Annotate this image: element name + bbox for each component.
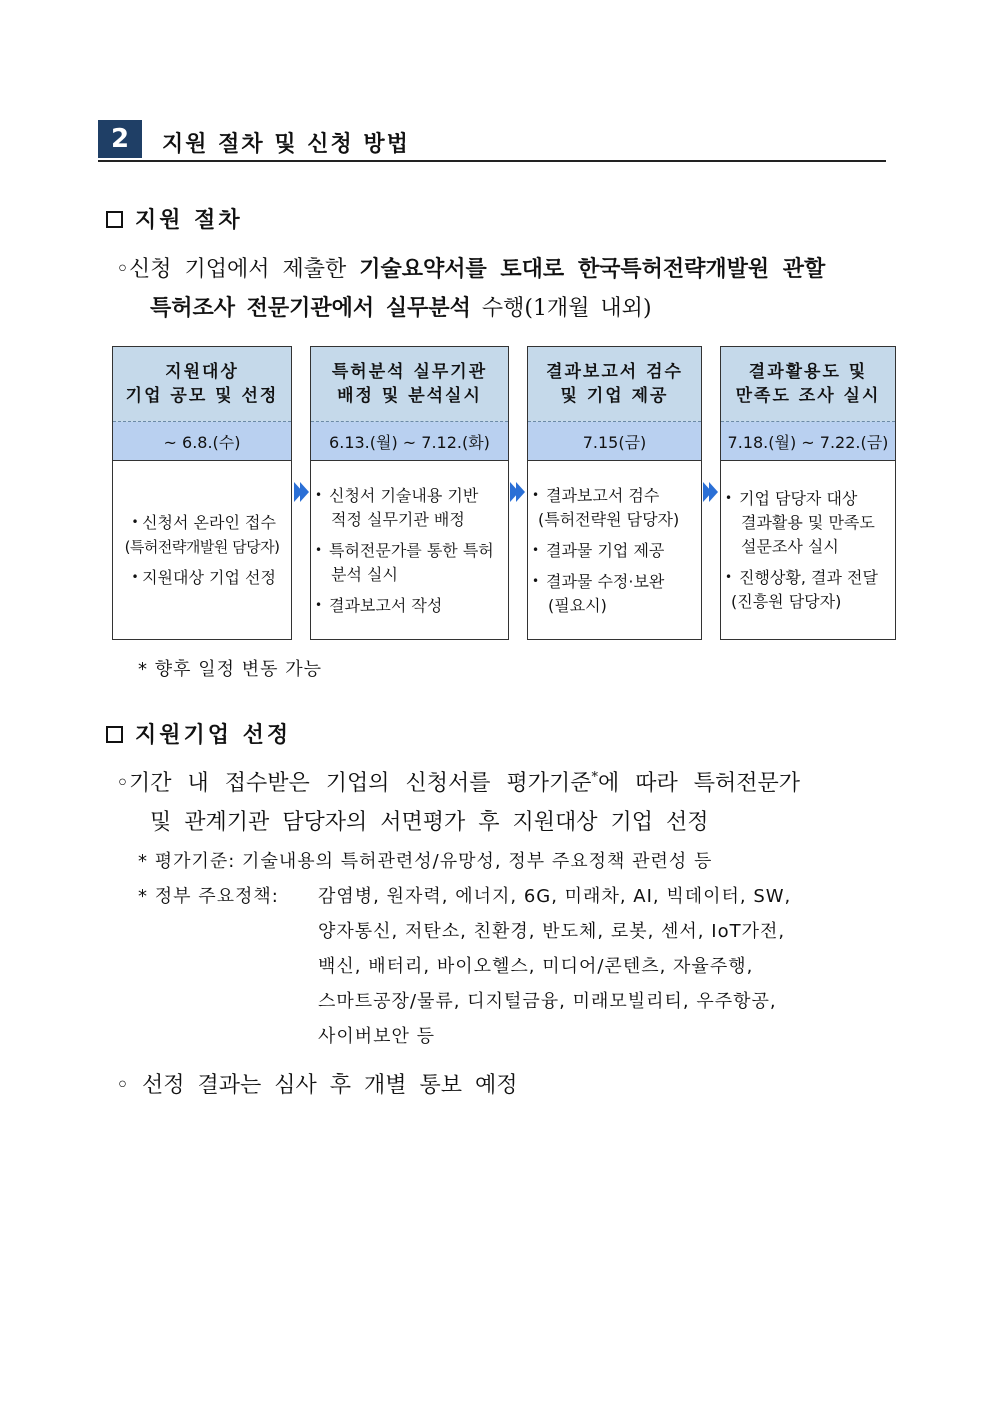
bullet-dot: • xyxy=(131,515,139,529)
evaluation-criteria-note: * 평가기준: 기술내용의 특허관련성/유망성, 정부 주요정책 관련성 등 xyxy=(138,851,713,872)
stage-4-item-1-l3: 설문조사 실시 xyxy=(741,537,839,556)
bullet-dot: • xyxy=(131,570,139,584)
selection-result: ◦ 선정 결과는 심사 후 개별 통보 예정 xyxy=(116,1073,518,1098)
desc-bold1: 기술요약서를 토대로 한국특허전략개발원 관할 xyxy=(359,257,826,282)
stage-1-body xyxy=(113,461,291,639)
checkbox-square-icon xyxy=(106,726,123,743)
stage-1-date: ~ 6.8.(수) xyxy=(113,422,291,461)
bullet-dot: • xyxy=(315,597,323,612)
stage-1 xyxy=(112,346,292,640)
selection-heading xyxy=(106,718,291,749)
checkbox-square-icon xyxy=(106,211,123,228)
stage-4-item-1 xyxy=(725,486,891,559)
stage-4-item-2 xyxy=(725,565,891,614)
stage-3-item-3-l2: (필요시) xyxy=(548,595,607,615)
stage-1-item-1 xyxy=(125,510,280,559)
stage-2-item-3 xyxy=(315,593,504,618)
stage-3-title xyxy=(528,347,701,422)
policy-note-label: * 정부 주요정책: xyxy=(138,886,279,907)
stage-1-title-line2: 기업 공모 및 선정 xyxy=(125,386,279,406)
stage-2-item-2-l1: 특허전문가를 통한 특허 xyxy=(329,540,494,560)
stage-2-item-1-l2: 적정 실무기관 배정 xyxy=(331,509,465,529)
stage-1-title-line1: 지원대상 xyxy=(165,362,239,382)
stage-4 xyxy=(720,346,896,640)
bullet-dot: • xyxy=(725,570,733,584)
desc-bold2: 특허조사 전문기관에서 실무분석 xyxy=(150,296,471,321)
stage-3-item-1 xyxy=(532,483,697,532)
selection-line1 xyxy=(116,766,800,797)
stage-3-item-1-l2: (특허전략원 담당자) xyxy=(538,509,680,529)
section-title: 지원 절차 및 신청 방법 xyxy=(162,132,410,157)
bullet-dot: • xyxy=(725,491,733,505)
stage-3-item-3 xyxy=(532,569,697,618)
stage-4-title-line2: 만족도 조사 실시 xyxy=(735,386,881,406)
stage-4-date: 7.18.(월) ~ 7.22.(금) xyxy=(721,422,895,461)
stage-3-item-1-l1: 결과보고서 검수 xyxy=(546,485,660,505)
stage-4-body xyxy=(721,461,895,639)
stage-4-item-2-l2: (진흥원 담당자) xyxy=(731,592,842,611)
stage-2-item-2 xyxy=(315,538,504,587)
procedure-desc-line2 xyxy=(150,291,652,322)
procedure-heading-text: 지원 절차 xyxy=(135,208,243,233)
stage-3-title-line2: 및 기업 제공 xyxy=(560,386,669,406)
selection-line1-sup: * xyxy=(591,770,598,785)
stage-4-title-line1: 결과활용도 및 xyxy=(748,362,868,382)
policy-note-line4: 스마트공장/물류, 디지털금융, 미래모빌리티, 우주항공, xyxy=(318,991,777,1012)
desc-prefix: ◦신청 기업에서 제출한 xyxy=(116,257,360,282)
stage-1-item-2-l1: 지원대상 기업 선정 xyxy=(142,568,276,587)
stage-3-item-3-l1: 결과물 수정·보완 xyxy=(546,571,665,591)
stage-1-item-2 xyxy=(128,565,276,590)
stage-1-item-1-l2: (특허전략개발원 담당자) xyxy=(124,538,280,556)
policy-note-line5: 사이버보안 등 xyxy=(318,1026,436,1047)
bullet-dot: • xyxy=(315,542,323,557)
selection-line2: 및 관계기관 담당자의 서면평가 후 지원대상 기업 선정 xyxy=(150,810,709,835)
stage-2-title-line1: 특허분석 실무기관 xyxy=(331,362,488,382)
selection-line1a: ◦기간 내 접수받은 기업의 신청서를 평가기준 xyxy=(116,771,592,796)
stage-1-item-1-l1: 신청서 온라인 접수 xyxy=(142,513,276,532)
stage-2-item-3-l1: 결과보고서 작성 xyxy=(329,595,443,615)
stage-2 xyxy=(310,346,509,640)
section-number: 2 xyxy=(98,120,142,158)
stage-2-title-line2: 배정 및 분석실시 xyxy=(337,386,482,406)
stage-4-item-1-l1: 기업 담당자 대상 xyxy=(739,489,858,508)
stage-4-title xyxy=(721,347,895,422)
stage-3-item-2-l1: 결과물 기업 제공 xyxy=(546,540,665,560)
schedule-note: * 향후 일정 변동 가능 xyxy=(138,659,322,680)
stage-2-body xyxy=(311,461,508,639)
stage-2-item-1-l1: 신청서 기술내용 기반 xyxy=(329,485,479,505)
stage-2-date: 6.13.(월) ~ 7.12.(화) xyxy=(311,422,508,461)
arrow-right-icon xyxy=(703,480,719,504)
arrow-right-icon xyxy=(294,480,310,504)
stage-2-item-2-l2: 분석 실시 xyxy=(331,564,398,584)
stage-1-title xyxy=(113,347,291,422)
bullet-dot: • xyxy=(532,487,540,502)
stage-3 xyxy=(527,346,702,640)
stage-4-item-1-l2: 결과활용 및 만족도 xyxy=(741,513,875,532)
stage-4-item-2-l1: 진행상황, 결과 전달 xyxy=(739,568,878,587)
procedure-heading xyxy=(106,203,243,234)
stage-3-date: 7.15(금) xyxy=(528,422,701,461)
stage-2-item-1 xyxy=(315,483,504,532)
stage-3-title-line1: 결과보고서 검수 xyxy=(546,362,683,382)
stage-3-item-2 xyxy=(532,538,697,563)
stage-3-body xyxy=(528,461,701,639)
policy-note-line3: 백신, 배터리, 바이오헬스, 미디어/콘텐츠, 자율주행, xyxy=(318,956,754,977)
bullet-dot: • xyxy=(315,487,323,502)
policy-note-line2: 양자통신, 저탄소, 친환경, 반도체, 로봇, 센서, IoT가전, xyxy=(318,921,786,942)
bullet-dot: • xyxy=(532,573,540,588)
policy-note-line1: 감염병, 원자력, 에너지, 6G, 미래차, AI, 빅데이터, SW, xyxy=(318,886,792,907)
selection-heading-text: 지원기업 선정 xyxy=(135,723,292,748)
procedure-desc-line1 xyxy=(116,252,825,283)
bullet-dot: • xyxy=(532,542,540,557)
stage-2-title xyxy=(311,347,508,422)
desc-suffix: 수행(1개월 내외) xyxy=(470,296,652,321)
section-header xyxy=(98,120,886,162)
selection-line1b: 에 따라 특허전문가 xyxy=(597,771,800,796)
arrow-right-icon xyxy=(510,480,526,504)
